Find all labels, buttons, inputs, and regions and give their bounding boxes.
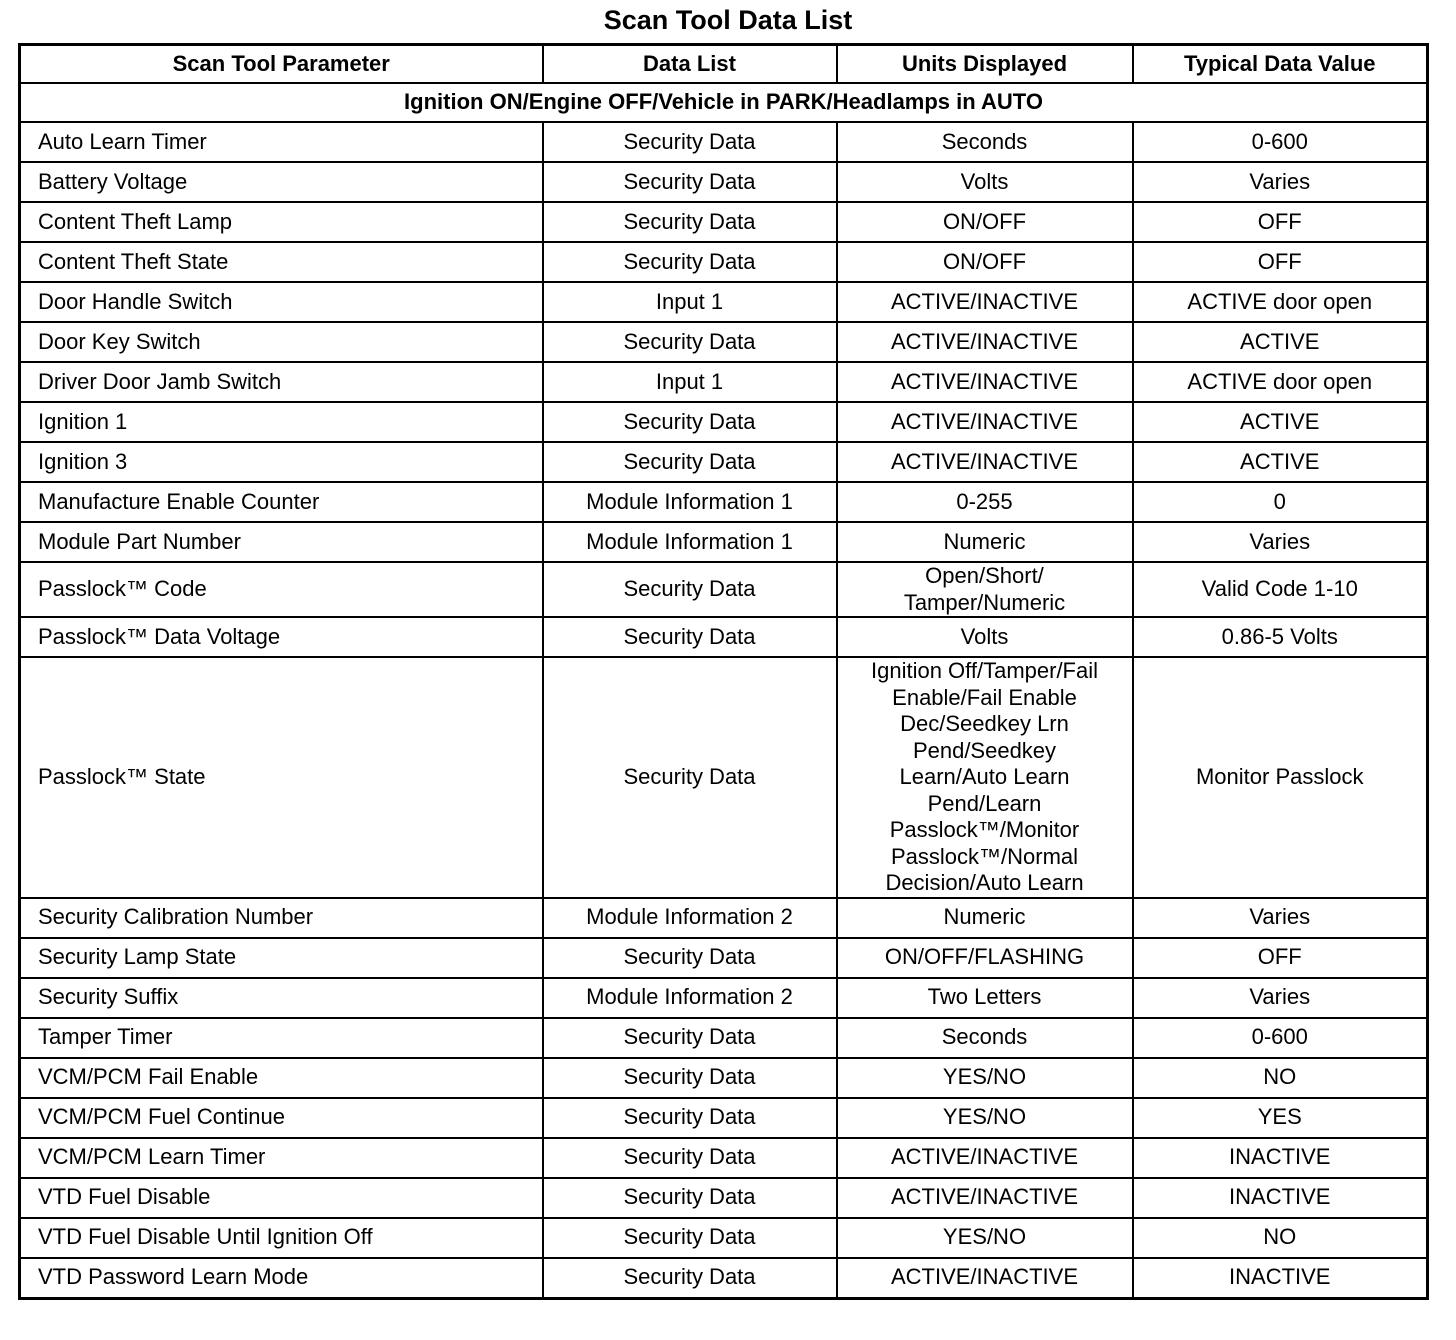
units-cell: ACTIVE/INACTIVE [837, 362, 1133, 402]
data-list-cell: Security Data [543, 1258, 837, 1299]
typical-value-cell: INACTIVE [1133, 1138, 1428, 1178]
data-list-cell: Security Data [543, 617, 837, 657]
data-list-cell: Security Data [543, 202, 837, 242]
typical-value-cell: OFF [1133, 938, 1428, 978]
parameter-cell: Manufacture Enable Counter [20, 482, 543, 522]
data-list-cell: Module Information 2 [543, 978, 837, 1018]
parameter-cell: Tamper Timer [20, 1018, 543, 1058]
typical-value-cell: ACTIVE [1133, 322, 1428, 362]
typical-value-cell: 0 [1133, 482, 1428, 522]
parameter-cell: Ignition 3 [20, 442, 543, 482]
data-list-cell: Security Data [543, 938, 837, 978]
data-list-cell: Input 1 [543, 362, 837, 402]
typical-value-cell: INACTIVE [1133, 1178, 1428, 1218]
units-cell: Two Letters [837, 978, 1133, 1018]
typical-value-cell: OFF [1133, 202, 1428, 242]
table-row [20, 1218, 1428, 1258]
parameter-cell: Auto Learn Timer [20, 122, 543, 162]
units-cell: 0-255 [837, 482, 1133, 522]
table-row [20, 402, 1428, 442]
data-list-cell: Security Data [543, 402, 837, 442]
parameter-cell: Passlock™ State [20, 657, 543, 898]
data-list-cell: Module Information 2 [543, 898, 837, 938]
typical-value-cell: YES [1133, 1098, 1428, 1138]
typical-value-cell: Varies [1133, 522, 1428, 562]
parameter-cell: Security Suffix [20, 978, 543, 1018]
parameter-cell: Passlock™ Code [20, 562, 543, 617]
parameter-cell: Battery Voltage [20, 162, 543, 202]
table-row [20, 657, 1428, 898]
typical-value-cell: ACTIVE [1133, 442, 1428, 482]
units-cell: Seconds [837, 122, 1133, 162]
table-row [20, 482, 1428, 522]
typical-value-cell: INACTIVE [1133, 1258, 1428, 1299]
data-list-cell: Security Data [543, 1178, 837, 1218]
typical-value-cell: Monitor Passlock [1133, 657, 1428, 898]
section-header-row [20, 83, 1428, 122]
table-row [20, 1058, 1428, 1098]
units-cell: YES/NO [837, 1218, 1133, 1258]
data-list-cell: Security Data [543, 162, 837, 202]
table-row [20, 1178, 1428, 1218]
table-row [20, 522, 1428, 562]
units-cell: YES/NO [837, 1058, 1133, 1098]
units-cell: ACTIVE/INACTIVE [837, 402, 1133, 442]
typical-value-cell: Varies [1133, 898, 1428, 938]
units-cell: Volts [837, 617, 1133, 657]
parameter-cell: Content Theft Lamp [20, 202, 543, 242]
parameter-cell: Security Lamp State [20, 938, 543, 978]
data-list-cell: Module Information 1 [543, 482, 837, 522]
units-cell: ON/OFF [837, 202, 1133, 242]
typical-value-cell: 0-600 [1133, 1018, 1428, 1058]
table-row [20, 1258, 1428, 1299]
parameter-cell: VCM/PCM Fail Enable [20, 1058, 543, 1098]
parameter-cell: Content Theft State [20, 242, 543, 282]
table-row [20, 1138, 1428, 1178]
units-cell: Numeric [837, 522, 1133, 562]
units-cell: Seconds [837, 1018, 1133, 1058]
table-body [20, 83, 1428, 1298]
scan-tool-data-table [18, 43, 1429, 1300]
units-cell: Ignition Off/Tamper/Fail Enable/Fail Enable Dec/Seedkey Lrn Pend/Seedkey Learn/Auto Learn Pend/Learn Passlock™/Monitor Passlock™/Normal Decision/Auto Learn [837, 657, 1133, 898]
typical-value-cell: NO [1133, 1058, 1428, 1098]
table-header-row [20, 45, 1428, 84]
parameter-cell: Door Handle Switch [20, 282, 543, 322]
table-row [20, 242, 1428, 282]
table-row [20, 282, 1428, 322]
data-list-cell: Security Data [543, 1058, 837, 1098]
units-cell: ON/OFF/FLASHING [837, 938, 1133, 978]
data-list-cell: Security Data [543, 242, 837, 282]
parameter-cell: Module Part Number [20, 522, 543, 562]
table-row [20, 898, 1428, 938]
page-title: Scan Tool Data List [603, 5, 853, 35]
parameter-cell: Passlock™ Data Voltage [20, 617, 543, 657]
table-row [20, 562, 1428, 617]
units-cell: ACTIVE/INACTIVE [837, 1178, 1133, 1218]
typical-value-cell: ACTIVE door open [1133, 282, 1428, 322]
data-list-cell: Security Data [543, 1018, 837, 1058]
units-cell: ACTIVE/INACTIVE [837, 1258, 1133, 1299]
table-row [20, 362, 1428, 402]
data-list-cell: Security Data [543, 657, 837, 898]
column-header-typical: Typical Data Value [1133, 45, 1428, 84]
table-row [20, 978, 1428, 1018]
parameter-cell: VCM/PCM Learn Timer [20, 1138, 543, 1178]
units-cell: YES/NO [837, 1098, 1133, 1138]
units-cell: ACTIVE/INACTIVE [837, 1138, 1133, 1178]
table-row [20, 1098, 1428, 1138]
parameter-cell: VCM/PCM Fuel Continue [20, 1098, 543, 1138]
column-header-parameter: Scan Tool Parameter [20, 45, 543, 84]
section-header: Ignition ON/Engine OFF/Vehicle in PARK/Headlamps in AUTO [20, 83, 1428, 122]
data-list-cell: Security Data [543, 1218, 837, 1258]
parameter-cell: VTD Fuel Disable Until Ignition Off [20, 1218, 543, 1258]
units-cell: ACTIVE/INACTIVE [837, 282, 1133, 322]
column-header-data-list: Data List [543, 45, 837, 84]
typical-value-cell: OFF [1133, 242, 1428, 282]
typical-value-cell: NO [1133, 1218, 1428, 1258]
typical-value-cell: Varies [1133, 162, 1428, 202]
parameter-cell: VTD Fuel Disable [20, 1178, 543, 1218]
units-cell: ACTIVE/INACTIVE [837, 442, 1133, 482]
units-cell: Numeric [837, 898, 1133, 938]
typical-value-cell: ACTIVE [1133, 402, 1428, 442]
typical-value-cell: Valid Code 1-10 [1133, 562, 1428, 617]
table-row [20, 442, 1428, 482]
data-list-cell: Security Data [543, 122, 837, 162]
data-list-cell: Input 1 [543, 282, 837, 322]
units-cell: ACTIVE/INACTIVE [837, 322, 1133, 362]
table-row [20, 617, 1428, 657]
parameter-cell: Security Calibration Number [20, 898, 543, 938]
parameter-cell: Ignition 1 [20, 402, 543, 442]
parameter-cell: Driver Door Jamb Switch [20, 362, 543, 402]
data-list-cell: Module Information 1 [543, 522, 837, 562]
parameter-cell: VTD Password Learn Mode [20, 1258, 543, 1299]
units-cell: Open/Short/ Tamper/Numeric [837, 562, 1133, 617]
units-cell: Volts [837, 162, 1133, 202]
data-list-cell: Security Data [543, 1098, 837, 1138]
units-cell: ON/OFF [837, 242, 1133, 282]
typical-value-cell: Varies [1133, 978, 1428, 1018]
parameter-cell: Door Key Switch [20, 322, 543, 362]
data-list-cell: Security Data [543, 1138, 837, 1178]
table-row [20, 202, 1428, 242]
data-list-cell: Security Data [543, 562, 837, 617]
typical-value-cell: ACTIVE door open [1133, 362, 1428, 402]
table-row [20, 162, 1428, 202]
data-list-cell: Security Data [543, 322, 837, 362]
data-list-cell: Security Data [543, 442, 837, 482]
typical-value-cell: 0-600 [1133, 122, 1428, 162]
table-row [20, 322, 1428, 362]
column-header-units: Units Displayed [837, 45, 1133, 84]
typical-value-cell: 0.86-5 Volts [1133, 617, 1428, 657]
table-row [20, 938, 1428, 978]
table-row [20, 122, 1428, 162]
table-row [20, 1018, 1428, 1058]
